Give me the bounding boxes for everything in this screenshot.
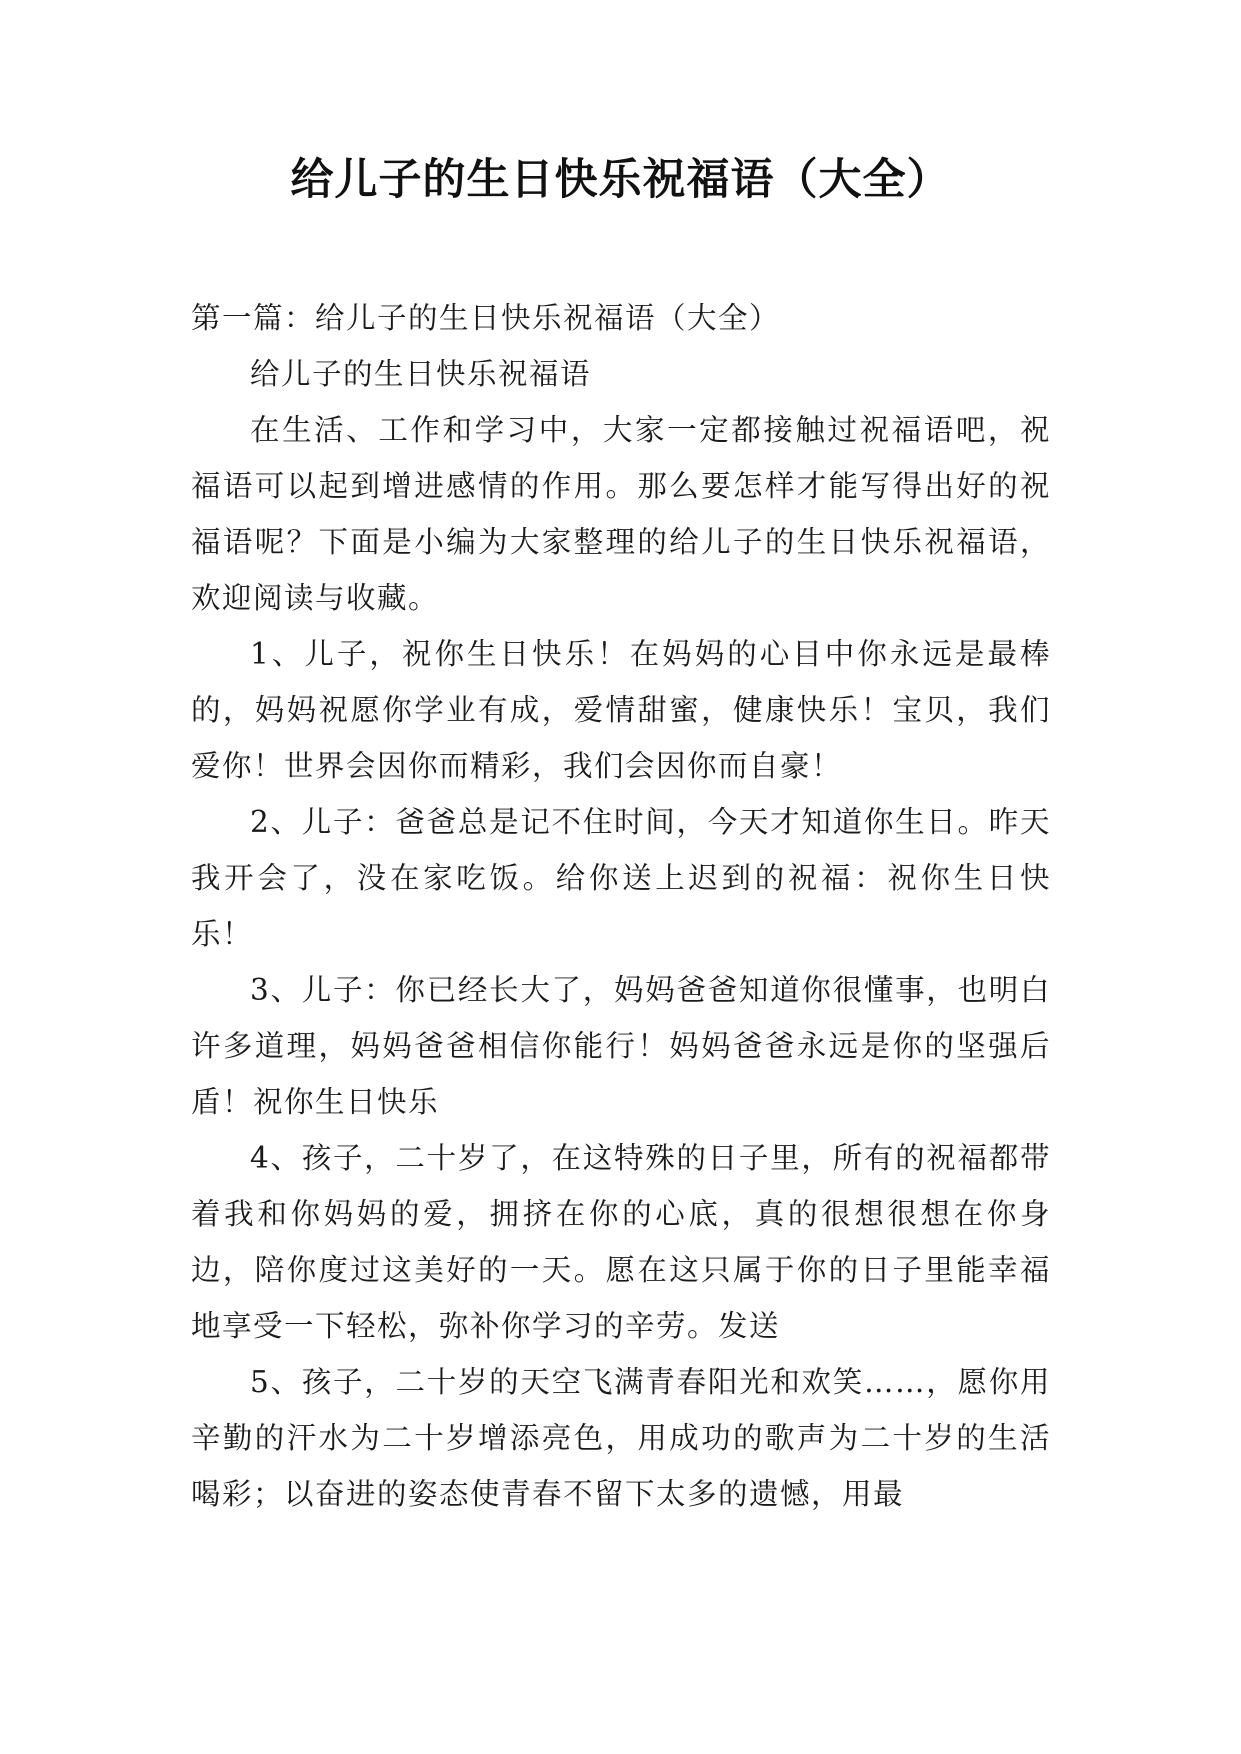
wish-item-4: 4、孩子，二十岁了，在这特殊的日子里，所有的祝福都带着我和你妈妈的爱，拥挤在你的心底，真的很想很想在你身边，陪你度过这美好的一天。愿在这只属于你的日子里能幸福地享受一下轻松，弥补你学习的辛劳。发送 (191, 1141, 1051, 1343)
wish-item-3: 3、儿子：你已经长大了，妈妈爸爸知道你很懂事，也明白许多道理，妈妈爸爸相信你能行！妈妈爸爸永远是你的坚强后盾！祝你生日快乐 (191, 973, 1051, 1119)
wish-item-1: 1、儿子，祝你生日快乐！在妈妈的心目中你永远是最棒的，妈妈祝愿你学业有成，爱情甜蜜，健康快乐！宝贝，我们爱你！世界会因你而精彩，我们会因你而自豪！ (191, 637, 1051, 783)
intro-paragraph: 在生活、工作和学习中，大家一定都接触过祝福语吧，祝福语可以起到增进感情的作用。那么要怎样才能写得出好的祝福语呢？下面是小编为大家整理的给儿子的生日快乐祝福语，欢迎阅读与收藏。 (191, 413, 1051, 615)
section-heading: 第一篇：给儿子的生日快乐祝福语（大全） (191, 301, 781, 335)
document-body (191, 290, 1051, 1522)
document-title: 给儿子的生日快乐祝福语（大全） (290, 155, 951, 205)
wish-item-2: 2、儿子：爸爸总是记不住时间，今天才知道你生日。昨天我开会了，没在家吃饭。给你送上迟到的祝福：祝你生日快乐！ (191, 805, 1051, 951)
wish-item-5: 5、孩子，二十岁的天空飞满青春阳光和欢笑……，愿你用辛勤的汗水为二十岁增添亮色，用成功的歌声为二十岁的生活喝彩；以奋进的姿态使青春不留下太多的遗憾，用最 (191, 1365, 1051, 1511)
section-subtitle: 给儿子的生日快乐祝福语 (250, 357, 592, 391)
